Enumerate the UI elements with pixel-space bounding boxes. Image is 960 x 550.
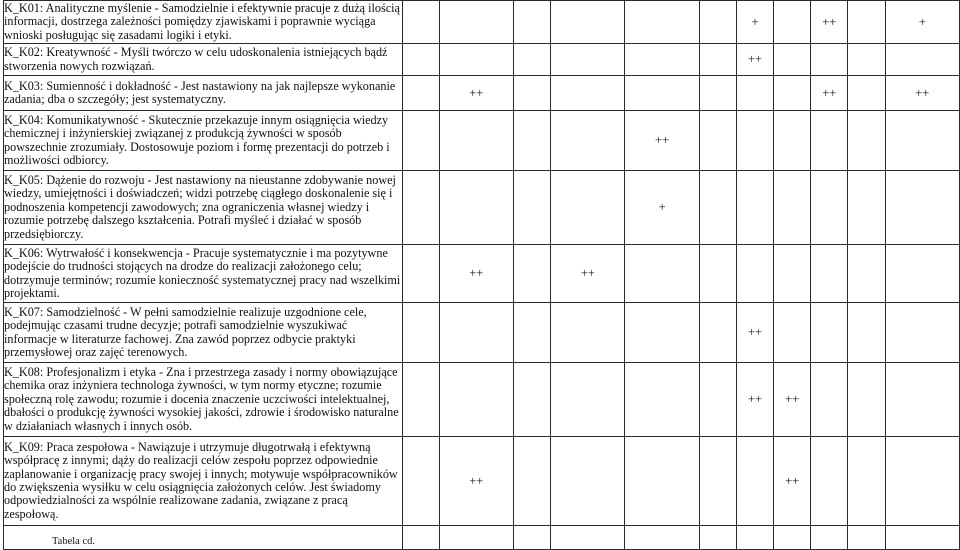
matrix-cell	[625, 1, 699, 44]
matrix-cell	[736, 76, 773, 111]
matrix-cell	[774, 1, 811, 44]
matrix-cell	[848, 363, 885, 437]
matrix-cell	[513, 44, 550, 76]
competency-description: K_K05: Dążenie do rozwoju - Jest nastawiony na nieustanne zdobywanie nowej wiedzy, umiejętności i doświadczeń; widzi potrzebę ciągłego doskonalenie się i podnoszenia kompetencji zawodowych; zna ograniczenia własnej wiedzy i rozumie potrzebę dalszego kształcenia. Potrafi myśleć i działać w sposób przedsiębiorczy.	[4, 171, 403, 245]
matrix-cell	[402, 76, 439, 111]
matrix-cell: ++	[736, 303, 773, 363]
matrix-cell: ++	[774, 363, 811, 437]
matrix-cell	[513, 111, 550, 171]
table-row	[4, 1, 960, 44]
matrix-cell: ++	[439, 76, 513, 111]
matrix-cell	[699, 303, 736, 363]
matrix-cell	[402, 1, 439, 44]
matrix-cell	[699, 171, 736, 245]
matrix-cell	[551, 1, 625, 44]
matrix-cell	[885, 111, 959, 171]
competency-description: K_K07: Samodzielność - W pełni samodzielnie realizuje uzgodnione cele, podejmując czasami trudne decyzje; potrafi samodzielnie wyszukiwać informacje w literaturze fachowej. Zna zawód poprzez odbycie praktyki przemysłowej oraz zajęć terenowych.	[4, 303, 403, 363]
matrix-cell	[551, 303, 625, 363]
matrix-cell	[551, 171, 625, 245]
matrix-cell	[551, 44, 625, 76]
matrix-cell: ++	[811, 76, 848, 111]
matrix-cell	[699, 111, 736, 171]
matrix-cell	[402, 363, 439, 437]
matrix-cell	[402, 303, 439, 363]
matrix-cell	[811, 111, 848, 171]
matrix-cell	[551, 437, 625, 526]
matrix-cell	[774, 303, 811, 363]
table-row	[4, 303, 960, 363]
matrix-cell	[848, 437, 885, 526]
matrix-cell	[625, 76, 699, 111]
competency-matrix-table	[3, 0, 960, 550]
matrix-cell	[625, 437, 699, 526]
table-row	[4, 76, 960, 111]
matrix-cell	[811, 303, 848, 363]
competency-description: K_K01: Analityczne myślenie - Samodzielnie i efektywnie pracuje z dużą ilością informacji, dostrzega zależności pomiędzy zjawiskami i poprawnie wyciąga wnioski posługując się zasadami logiki i etyki.	[4, 1, 403, 44]
matrix-cell: ++	[551, 245, 625, 303]
matrix-cell	[774, 76, 811, 111]
matrix-cell	[774, 44, 811, 76]
matrix-cell	[402, 171, 439, 245]
matrix-cell	[811, 363, 848, 437]
matrix-cell	[848, 1, 885, 44]
table-row	[4, 171, 960, 245]
matrix-cell	[625, 245, 699, 303]
matrix-cell	[885, 44, 959, 76]
matrix-cell	[885, 303, 959, 363]
matrix-cell	[551, 526, 625, 550]
matrix-cell	[736, 437, 773, 526]
matrix-cell	[513, 437, 550, 526]
matrix-cell	[513, 76, 550, 111]
table-row	[4, 437, 960, 526]
matrix-cell	[774, 111, 811, 171]
matrix-cell	[699, 437, 736, 526]
competency-description: K_K06: Wytrwałość i konsekwencja - Pracuje systematycznie i ma pozytywne podejście do trudności stojących na drodze do realizacji założonego celu; dotrzymuje terminów; rozumie konieczność systematycznej pracy nad wszelkimi projektami.	[4, 245, 403, 303]
table-caption: Tabela cd.	[52, 536, 95, 547]
matrix-cell	[848, 245, 885, 303]
matrix-cell	[402, 44, 439, 76]
matrix-cell: ++	[439, 245, 513, 303]
matrix-cell	[811, 245, 848, 303]
matrix-cell	[439, 526, 513, 550]
table-row	[4, 245, 960, 303]
matrix-cell: ++	[439, 437, 513, 526]
table-row	[4, 44, 960, 76]
matrix-cell	[811, 526, 848, 550]
matrix-cell: ++	[774, 437, 811, 526]
matrix-cell: ++	[736, 363, 773, 437]
matrix-cell	[513, 245, 550, 303]
matrix-cell	[699, 44, 736, 76]
matrix-cell	[736, 111, 773, 171]
matrix-cell: ++	[736, 44, 773, 76]
matrix-cell	[885, 245, 959, 303]
matrix-cell	[439, 363, 513, 437]
matrix-cell	[439, 1, 513, 44]
table-body	[4, 1, 960, 550]
matrix-cell	[439, 303, 513, 363]
competency-description: K_K04: Komunikatywność - Skutecznie przekazuje innym osiągnięcia wiedzy chemicznej i inżynierskiej związanej z produkcją żywności w sposób powszechnie zrozumiały. Dostosowuje poziom i formę prezentacji do potrzeb i możliwości odbiorcy.	[4, 111, 403, 171]
matrix-cell	[736, 171, 773, 245]
matrix-cell	[551, 76, 625, 111]
matrix-cell	[774, 171, 811, 245]
competency-description: K_K02: Kreatywność - Myśli twórczo w celu udoskonalenia istniejących bądź stworzenia nowych rozwiązań.	[4, 44, 403, 76]
matrix-cell	[439, 44, 513, 76]
matrix-cell	[699, 76, 736, 111]
matrix-cell	[551, 363, 625, 437]
matrix-cell	[885, 363, 959, 437]
matrix-cell	[513, 526, 550, 550]
matrix-cell	[811, 171, 848, 245]
matrix-cell: +	[885, 1, 959, 44]
matrix-cell	[402, 437, 439, 526]
matrix-cell	[774, 526, 811, 550]
matrix-cell	[699, 526, 736, 550]
matrix-cell	[811, 437, 848, 526]
matrix-cell	[625, 303, 699, 363]
competency-description: K_K08: Profesjonalizm i etyka - Zna i przestrzega zasady i normy obowiązujące chemika oraz inżyniera technologa żywności, w tym normy etyczne; rozumie społeczną rolę zawodu; rozumie i docenia znaczenie uczciwości intelektualnej, dbałości o produkcję żywności wysokiej jakości, zdrowie i środowisko naturalne w działaniach własnych i innych osób.	[4, 363, 403, 437]
matrix-cell	[736, 526, 773, 550]
table-row	[4, 526, 960, 550]
matrix-cell	[402, 111, 439, 171]
matrix-cell	[848, 303, 885, 363]
matrix-cell	[513, 303, 550, 363]
matrix-cell	[402, 526, 439, 550]
competency-description: K_K09: Praca zespołowa - Nawiązuje i utrzymuje długotrwałą i efektywną współpracę z innymi; dąży do realizacji celów zespołu poprzez odpowiednie zaplanowanie i organizację pracy swojej i innych; motywuje współpracowników do zwiększenia wysiłku w celu osiągnięcia założonych celów. Jest świadomy odpowiedzialności za wspólnie realizowane zadania, związane z pracą zespołową.	[4, 437, 403, 526]
matrix-cell	[885, 171, 959, 245]
matrix-cell	[848, 111, 885, 171]
matrix-cell: ++	[625, 111, 699, 171]
matrix-cell	[848, 44, 885, 76]
matrix-cell	[811, 44, 848, 76]
matrix-cell	[699, 245, 736, 303]
matrix-cell	[513, 171, 550, 245]
matrix-cell	[699, 1, 736, 44]
matrix-cell: +	[736, 1, 773, 44]
matrix-cell: ++	[811, 1, 848, 44]
competency-description: K_K03: Sumienność i dokładność - Jest nastawiony na jak najlepsze wykonanie zadania; dba o szczegóły; jest systematyczny.	[4, 76, 403, 111]
matrix-cell	[513, 1, 550, 44]
matrix-cell	[439, 111, 513, 171]
matrix-cell	[848, 76, 885, 111]
matrix-cell: +	[625, 171, 699, 245]
matrix-cell	[848, 171, 885, 245]
matrix-cell	[699, 363, 736, 437]
matrix-cell	[774, 245, 811, 303]
matrix-cell	[885, 437, 959, 526]
matrix-cell: ++	[885, 76, 959, 111]
table-row	[4, 363, 960, 437]
matrix-cell	[625, 526, 699, 550]
matrix-cell	[551, 111, 625, 171]
matrix-cell	[885, 526, 959, 550]
matrix-cell	[625, 44, 699, 76]
matrix-cell	[736, 245, 773, 303]
matrix-cell	[402, 245, 439, 303]
table-row	[4, 111, 960, 171]
matrix-cell	[848, 526, 885, 550]
matrix-cell	[625, 363, 699, 437]
matrix-cell	[513, 363, 550, 437]
matrix-cell	[439, 171, 513, 245]
